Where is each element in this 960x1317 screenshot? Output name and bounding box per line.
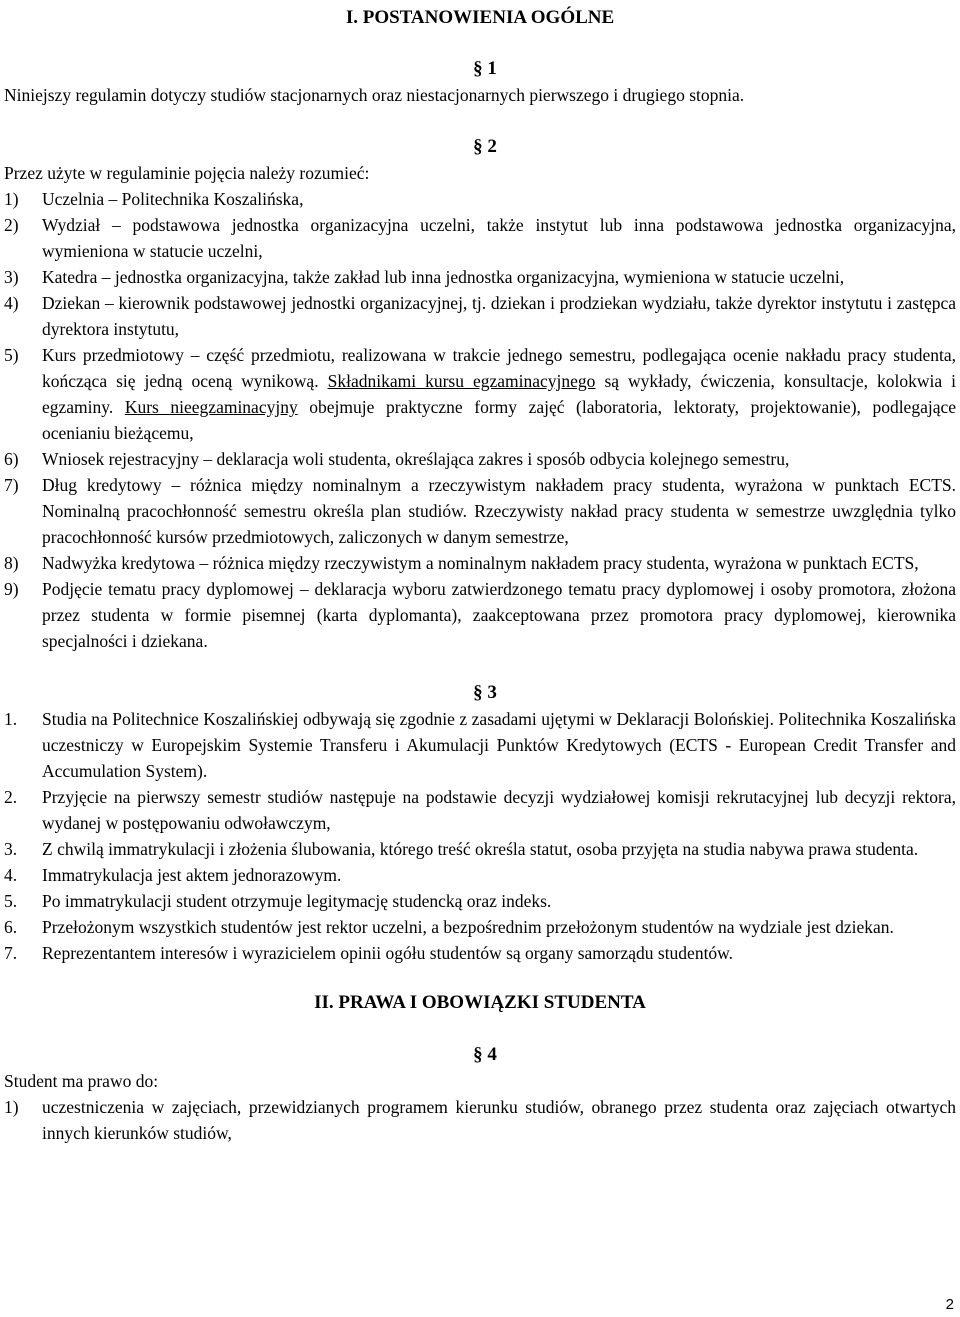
rights-list (4, 1094, 956, 1146)
list-item (4, 212, 956, 264)
section-heading-4: § 4 (473, 1044, 497, 1065)
item-text (42, 342, 956, 446)
item-number: 1. (4, 709, 18, 729)
list-item (4, 550, 956, 576)
provisions-list (4, 706, 956, 966)
list-item (4, 1094, 956, 1146)
section-heading-1: § 1 (473, 58, 497, 79)
item-text: Po immatrykulacji student otrzymuje legitymację studencką oraz indeks. (42, 891, 552, 911)
item-number: 1) (4, 189, 19, 209)
section-2-intro: Przez użyte w regulaminie pojęcia należy rozumieć: (4, 163, 370, 183)
item-number: 7) (4, 475, 19, 495)
underlined-term-non-exam-course: Kurs nieegzaminacyjny (124, 397, 298, 417)
list-item (4, 342, 956, 446)
list-item (4, 862, 956, 888)
item-text: Z chwilą immatrykulacji i złożenia ślubowania, którego treść określa statut, osoba przyjęta na studia nabywa prawa studenta. (42, 839, 919, 859)
underlined-term-exam-course: Składnikami kursu egzaminacyjnego (327, 371, 596, 391)
list-item (4, 186, 956, 212)
item-text: Dziekan – kierownik podstawowej jednostki organizacyjnej, tj. dziekan i prodziekan wydziału, także dyrektor instytutu i zastępca dyrektora instytutu, (42, 293, 956, 339)
item-number: 3. (4, 839, 18, 859)
item-text: Wydział – podstawowa jednostka organizacyjna uczelni, także instytut lub inna podstawowa jednostka organizacyjna, wymieniona w statucie uczelni, (42, 215, 956, 261)
item-number: 4. (4, 865, 18, 885)
section-1-text: Niniejszy regulamin dotyczy studiów stacjonarnych oraz niestacjonarnych pierwszego i drugiego stopnia. (4, 85, 745, 105)
item-number: 3) (4, 267, 19, 287)
item-text: Wniosek rejestracyjny – deklaracja woli studenta, określająca zakres i sposób odbycia kolejnego semestru, (42, 449, 790, 469)
item-number: 5. (4, 891, 18, 911)
item-number: 6) (4, 449, 19, 469)
item-text: Immatrykulacja jest aktem jednorazowym. (42, 865, 342, 885)
section-heading-2: § 2 (473, 136, 497, 157)
item-number: 2. (4, 787, 18, 807)
item-text: Studia na Politechnice Koszalińskiej odbywają się zgodnie z zasadami ujętymi w Deklaracji Bolońskiej. Politechnika Koszalińska uczestniczy w Europejskim Systemie Transferu i Akumulacji Punktów Kredytowych (ECTS - European Credit Transfer and Accumulation System). (42, 709, 956, 781)
item-text: Podjęcie tematu pracy dyplomowej – deklaracja wyboru zatwierdzonego tematu pracy dyplomowej i osoby promotora, złożona przez studenta w formie pisemnej (karta dyplomanta), zaakceptowana przez promotora pracy dyplomowej, kierownika specjalności i dziekana. (42, 579, 956, 651)
list-item (4, 576, 956, 654)
item-text-part: Kurs przedmiotowy – część przedmiotu, realizowana w trakcie jednego semestru, podlegająca ocenie nakładu pracy studenta, kończąca się jedną oceną wynikową. (42, 345, 956, 391)
item-text: Reprezentantem interesów i wyrazicielem opinii ogółu studentów są organy samorządu studentów. (42, 943, 734, 963)
list-item (4, 472, 956, 550)
list-item (4, 888, 956, 914)
list-item (4, 940, 956, 966)
item-text: Dług kredytowy – różnica między nominalnym a rzeczywistym nakładem pracy studenta, wyrażona w punktach ECTS. Nominalną pracochłonność semestru określa plan studiów. Rzeczywisty nakład pracy studenta w semestrze uwzględnia tylko pracochłonność kursów przedmiotowych, zaliczonych w danym semestrze, (42, 475, 956, 547)
item-text-part: obejmuje praktyczne formy zajęć (laboratoria, lektoraty, projektowanie), podlegające ocenianiu bieżącemu, (42, 397, 957, 443)
chapter-title: II. PRAWA I OBOWIĄZKI STUDENTA (314, 992, 646, 1013)
item-number: 6. (4, 917, 18, 937)
list-item (4, 706, 956, 784)
item-number: 1) (4, 1097, 19, 1117)
list-item (4, 290, 956, 342)
item-number: 5) (4, 345, 19, 365)
list-item (4, 784, 956, 836)
item-number: 9) (4, 579, 19, 599)
list-item (4, 446, 956, 472)
item-number: 8) (4, 553, 19, 573)
section-4-intro: Student ma prawo do: (4, 1071, 159, 1091)
item-text: Przyjęcie na pierwszy semestr studiów następuje na podstawie decyzji wydziałowej komisji rekrutacyjnej lub decyzji rektora, wydanej w postępowaniu odwoławczym, (42, 787, 956, 833)
list-item (4, 914, 956, 940)
definitions-list (4, 186, 956, 654)
section-heading-3: § 3 (473, 682, 497, 703)
item-text: Nadwyżka kredytowa – różnica między rzeczywistym a nominalnym nakładem pracy studenta, wyrażona w punktach ECTS, (42, 553, 919, 573)
document-page (4, 0, 956, 1146)
chapter-title: I. POSTANOWIENIA OGÓLNE (345, 7, 615, 28)
item-text: Katedra – jednostka organizacyjna, także zakład lub inna jednostka organizacyjna, wymieniona w statucie uczelni, (42, 267, 845, 287)
item-text: uczestniczenia w zajęciach, przewidzianych programem kierunku studiów, obranego przez studenta oraz zajęciach otwartych innych kierunków studiów, (42, 1097, 956, 1143)
list-item (4, 836, 956, 862)
list-item (4, 264, 956, 290)
item-text-part: są wykłady, ćwiczenia, konsultacje, kolokwia i egzaminy. (42, 371, 956, 417)
item-number: 4) (4, 293, 19, 313)
page-number: 2 (945, 1296, 954, 1313)
item-number: 7. (4, 943, 18, 963)
item-text: Uczelnia – Politechnika Koszalińska, (42, 189, 304, 209)
item-number: 2) (4, 215, 19, 235)
item-text: Przełożonym wszystkich studentów jest rektor uczelni, a bezpośrednim przełożonym studentów na wydziale jest dziekan. (42, 917, 894, 937)
